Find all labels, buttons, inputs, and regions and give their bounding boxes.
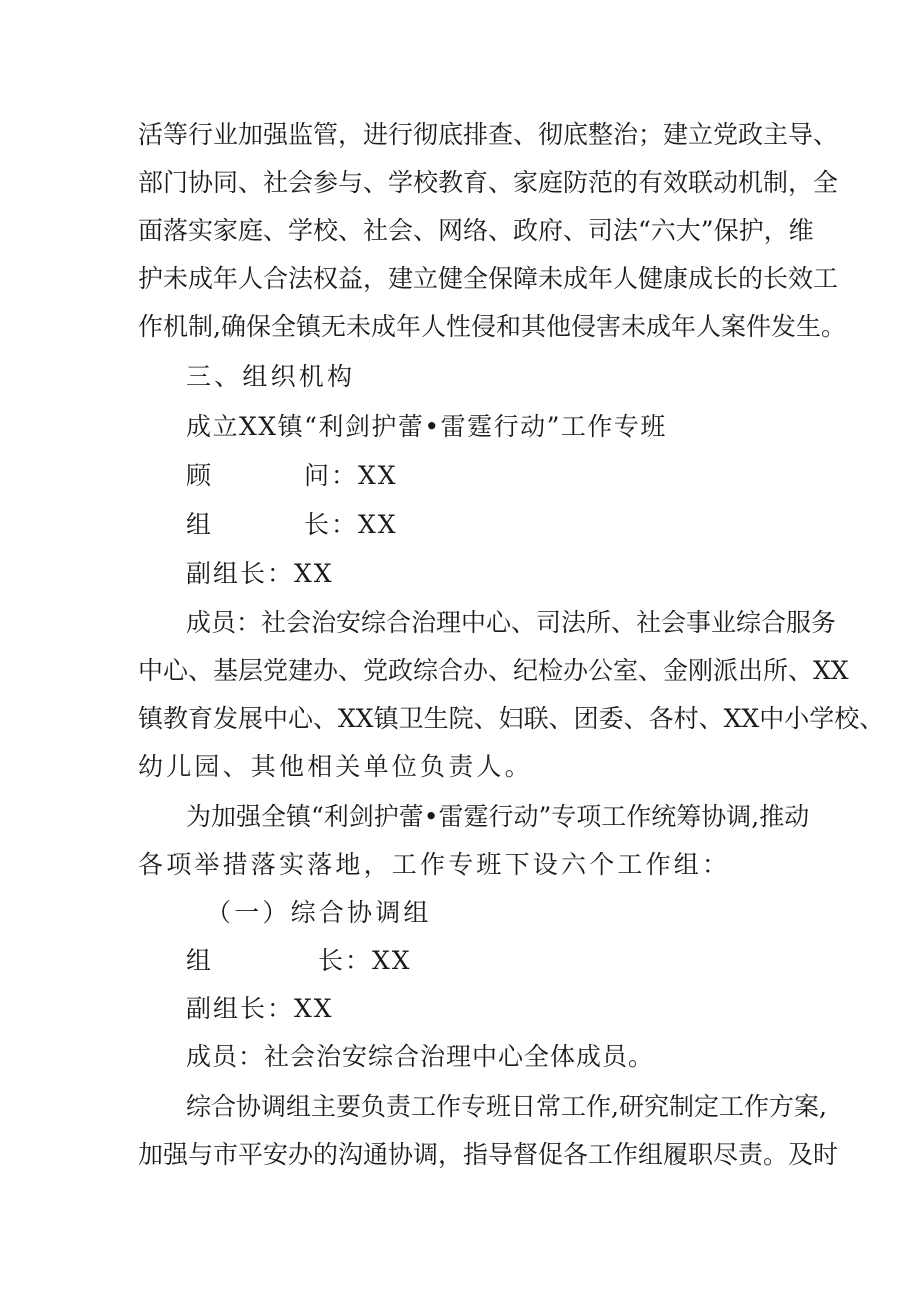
- duty-text-line: 加强与市平安办的沟通协调，指导督促各工作组履职尽责。及时: [138, 1140, 839, 1169]
- body-text-line: 作机制,确保全镇无未成年人性侵和其他侵害未成年人案件发生。: [138, 312, 846, 341]
- taskforce-intro: 成立XX镇“利剑护蕾•雷霆行动”工作专班: [186, 412, 667, 441]
- body-text-line: 护未成年人合法权益，建立健全保障未成年人健康成长的长效工: [138, 264, 839, 293]
- group-leader-label: 组: [186, 946, 212, 975]
- group-members: 成员：社会治安综合治理中心全体成员。: [186, 1042, 655, 1071]
- group-deputy-leader: 副组长：XX: [186, 994, 334, 1023]
- body-text-line: 部门协同、社会参与、学校教育、家庭防范的有效联动机制，全: [138, 168, 839, 197]
- setup-text-line: 各项举措落实落地，工作专班下设六个工作组：: [138, 850, 731, 879]
- members-text-line: 幼儿园、其他相关单位负责人。: [138, 752, 533, 781]
- deputy-leader: 副组长：XX: [186, 559, 334, 588]
- group-heading: （一）综合协调组: [206, 898, 432, 927]
- members-text-line: 镇教育发展中心、XX镇卫生院、妇联、团委、各村、XX中小学校、: [138, 704, 885, 733]
- duty-text-line: 综合协调组主要负责工作专班日常工作,研究制定工作方案,: [186, 1092, 827, 1121]
- advisor-value: 问：XX: [304, 461, 398, 490]
- advisor-label: 顾: [186, 461, 212, 490]
- body-text-line: 面落实家庭、学校、社会、网络、政府、司法“六大”保护，维: [138, 216, 814, 245]
- setup-text-line: 为加强全镇“利剑护蕾•雷霆行动”专项工作统筹协调,推动: [186, 802, 810, 831]
- group-leader-value: 长：XX: [318, 946, 412, 975]
- leader-value: 长：XX: [304, 510, 398, 539]
- members-text-line: 成员：社会治安综合治理中心、司法所、社会事业综合服务: [186, 608, 837, 637]
- leader-label: 组: [186, 510, 212, 539]
- body-text-line: 活等行业加强监管，进行彻底排查、彻底整治；建立党政主导、: [138, 120, 839, 149]
- section-heading: 三、组织机构: [186, 362, 356, 391]
- members-text-line: 中心、基层党建办、党政综合办、纪检办公室、金刚派出所、XX: [138, 656, 849, 685]
